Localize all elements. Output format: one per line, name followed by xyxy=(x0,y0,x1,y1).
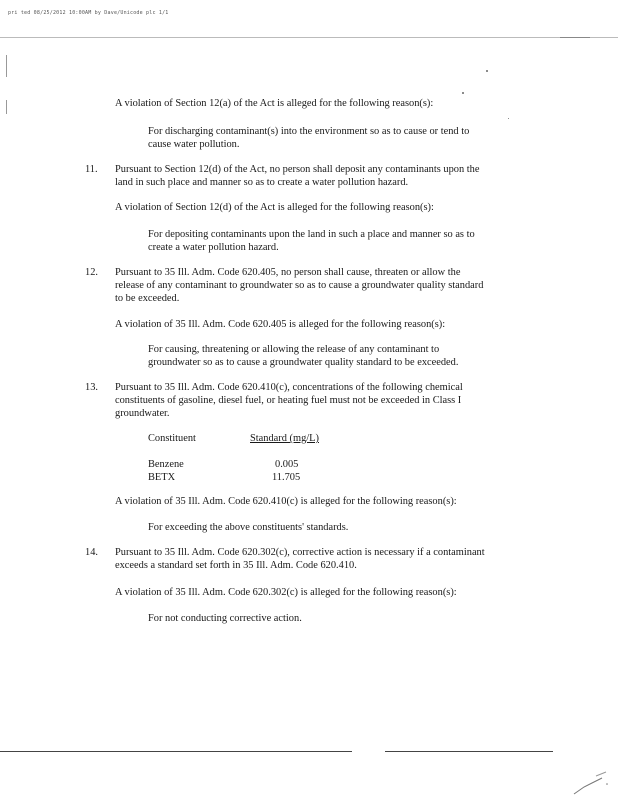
p11-line1: Pursuant to Section 12(d) of the Act, no person shall deposit any contaminants upon the xyxy=(115,164,480,175)
p14-reason: For not conducting corrective action. xyxy=(148,613,302,624)
p13-violation: A violation of 35 Ill. Adm. Code 620.410(c) is alleged for the following reason(s): xyxy=(115,496,457,507)
left-margin-tick xyxy=(6,55,7,77)
bottom-rule xyxy=(385,751,553,752)
table-cell-standard: 11.705 xyxy=(272,472,301,483)
p11-reason-line2: create a water pollution hazard. xyxy=(148,242,279,253)
scan-speck xyxy=(508,118,509,119)
top-rule xyxy=(0,37,618,38)
scan-speck xyxy=(462,92,464,94)
table-cell-constituent: Benzene xyxy=(148,459,184,470)
table-cell-standard: 0.005 xyxy=(275,459,299,470)
p13-line2: constituents of gasoline, diesel fuel, or heating fuel must not be exceeded in Class I xyxy=(115,395,462,406)
p11-reason-line1: For depositing contaminants upon the land in such a place and manner so as to xyxy=(148,229,475,240)
p13-number: 13. xyxy=(85,382,98,393)
top-rule-dash xyxy=(560,37,590,38)
scan-streak-mark xyxy=(572,770,612,796)
p11-line2: land in such place and manner so as to create a water pollution hazard. xyxy=(115,177,409,188)
p13-reason: For exceeding the above constituents' standards. xyxy=(148,522,349,533)
p12-reason-line1: For causing, threatening or allowing the release of any contaminant to xyxy=(148,344,440,355)
table-cell-constituent: BETX xyxy=(148,472,176,483)
table-header-constituent: Constituent xyxy=(148,433,196,444)
left-margin-tick xyxy=(6,100,7,114)
scan-speck xyxy=(486,70,488,72)
p14-number: 14. xyxy=(85,547,98,558)
bottom-rule xyxy=(0,751,352,752)
p13-line1: Pursuant to 35 Ill. Adm. Code 620.410(c), concentrations of the following chemical xyxy=(115,382,463,393)
p12-line1: Pursuant to 35 Ill. Adm. Code 620.405, no person shall cause, threaten or allow the xyxy=(115,267,461,278)
p10-reason-line2: cause water pollution. xyxy=(148,139,240,150)
p13-line3: groundwater. xyxy=(115,408,170,419)
p12-line2: release of any contaminant to groundwater so as to cause a groundwater quality standard xyxy=(115,280,484,291)
p11-violation: A violation of Section 12(d) of the Act is alleged for the following reason(s): xyxy=(115,202,434,213)
p10-reason-line1: For discharging contaminant(s) into the environment so as to cause or tend to xyxy=(148,126,470,137)
p12-line3: to be exceeded. xyxy=(115,293,180,304)
p10-violation: A violation of Section 12(a) of the Act is alleged for the following reason(s): xyxy=(115,98,434,109)
table-header-standard: Standard (mg/L) xyxy=(250,433,319,444)
p12-reason-line2: groundwater so as to cause a groundwater quality standard to be exceeded. xyxy=(148,357,459,368)
p14-line1: Pursuant to 35 Ill. Adm. Code 620.302(c), corrective action is necessary if a contaminant xyxy=(115,547,485,558)
p11-number: 11. xyxy=(85,164,98,175)
p14-violation: A violation of 35 Ill. Adm. Code 620.302(c) is alleged for the following reason(s): xyxy=(115,587,457,598)
p14-line2: exceeds a standard set forth in 35 Ill. Adm. Code 620.410. xyxy=(115,560,357,571)
fax-header: pri ted 08/25/2012 10:00AM by Dave/Unicode plc 1/1 xyxy=(8,10,169,16)
p12-number: 12. xyxy=(85,267,98,278)
p12-violation: A violation of 35 Ill. Adm. Code 620.405 is alleged for the following reason(s): xyxy=(115,319,446,330)
